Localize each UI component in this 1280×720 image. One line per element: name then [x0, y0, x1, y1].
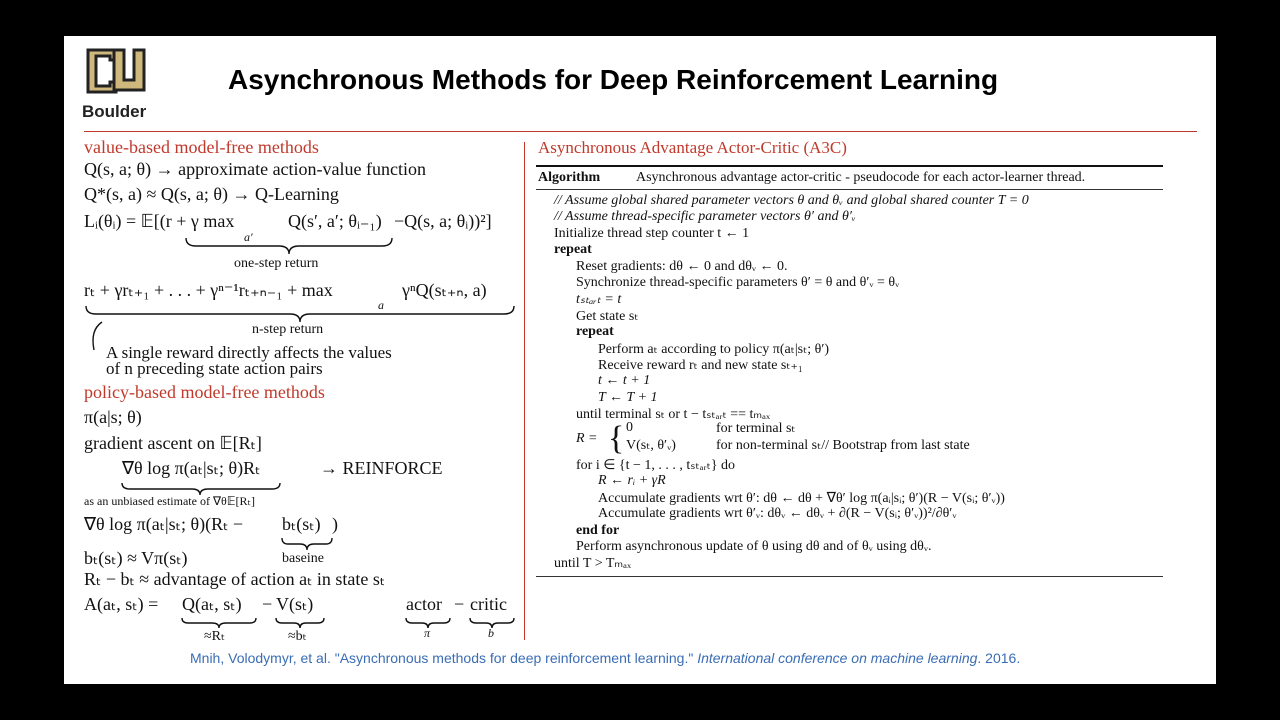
baseline-expr: ∇θ log π(aₜ|sₜ; θ)(Rₜ −	[84, 514, 244, 534]
slide	[64, 36, 1216, 684]
algorithm-line: Accumulate gradients wrt θ′ᵥ: dθᵥ ← dθᵥ + ∂(R − V(sᵢ; θ′ᵥ))²/∂θ′ᵥ	[598, 506, 957, 522]
note-line-2: of n preceding state action pairs	[106, 359, 323, 378]
algorithm-line: R ← rᵢ + γR	[598, 473, 666, 489]
loss-lhs: Lᵢ(θᵢ) = 𝔼[(r + γ max	[84, 211, 235, 231]
note-arrow	[88, 320, 108, 354]
case1-value: 0	[626, 420, 633, 435]
note-line-1: A single reward directly affects the values	[106, 343, 392, 362]
loss-max-sub: a′	[244, 230, 253, 244]
baseline-label: baseine	[282, 551, 324, 566]
reinforce-expr: ∇θ log π(aₜ|sₜ; θ)Rₜ	[122, 458, 261, 478]
logo-text: Boulder	[82, 102, 147, 121]
a3c-heading: Asynchronous Advantage Actor-Critic (A3C)	[538, 138, 847, 157]
citation-venue: International conference on machine learning	[697, 650, 978, 666]
case2-value: V(sₜ, θ′ᵥ)	[626, 438, 676, 453]
citation-authors: Mnih, Volodymyr, et al. "Asynchronous methods for deep reinforcement learning."	[190, 650, 694, 666]
q-learning-line: Q*(s, a) ≈ Q(s, a; θ) → Q-Learning	[84, 184, 339, 204]
algorithm-line: end for	[576, 522, 620, 538]
citation	[190, 650, 1020, 666]
critic-sub: b	[488, 626, 494, 640]
algorithm-line: T ← T + 1	[598, 389, 658, 405]
nstep-tail: γⁿQ(sₜ₊ₙ, a)	[402, 280, 487, 300]
algorithm-line: repeat	[554, 242, 592, 258]
baseline-close: )	[332, 514, 338, 534]
algorithm-line: Reset gradients: dθ ← 0 and dθᵥ ← 0.	[576, 258, 788, 274]
critic-label: critic	[470, 594, 507, 614]
loss-mid: Q(s′, a′; θᵢ₋₁)	[288, 211, 382, 231]
algorithm-title: Asynchronous advantage actor-critic - pseudocode for each actor-learner thread.	[636, 170, 1086, 185]
baseline-brace	[280, 536, 336, 552]
algorithm-line: Accumulate gradients wrt θ′: dθ ← dθ + ∇θ′ log π(aᵢ|sᵢ; θ′)(R − V(sᵢ; θ′ᵥ))	[598, 490, 1005, 506]
column-divider	[524, 142, 525, 640]
a-lhs: A(aₜ, sₜ) =	[84, 594, 159, 614]
nstep-max-sub: a	[378, 298, 384, 312]
algorithm-line: Synchronize thread-specific parameters θ′ = θ and θ′ᵥ = θᵥ	[576, 275, 900, 290]
case1-condition: for terminal sₜ	[716, 421, 796, 436]
cu-logo	[84, 44, 146, 102]
actor-sub: π	[424, 626, 431, 640]
algorithm-line: tₛₜₐᵣₜ = t	[576, 292, 622, 308]
algorithm-line: Perform asynchronous update of θ using dθ and of θᵥ using dθᵥ.	[576, 539, 932, 554]
b-approx-line: bₜ(sₜ) ≈ Vπ(sₜ)	[84, 548, 188, 568]
policy-line: π(a|s; θ)	[84, 407, 142, 427]
algorithm-line: t ← t + 1	[598, 373, 651, 389]
algorithm-line: // Assume global shared parameter vectors θ and θᵥ and global shared counter T = 0	[554, 193, 1029, 208]
slide-title: Asynchronous Methods for Deep Reinforcement Learning	[228, 64, 999, 95]
algorithm-line: R =	[576, 430, 598, 446]
q-approx-line: Q(s, a; θ) → approximate action-value function	[84, 159, 427, 179]
loss-rhs: −Q(s, a; θᵢ))²]	[394, 211, 492, 231]
actor-critic-minus: −	[454, 594, 465, 614]
alg-top-rule	[536, 165, 1163, 167]
algorithm-line: Get state sₜ	[576, 308, 639, 324]
algorithm-line: Receive reward rₜ and new state sₜ₊₁	[598, 358, 803, 373]
a-v: V(sₜ)	[276, 594, 314, 614]
a-minus: −	[262, 594, 273, 614]
value-based-heading: value-based model-free methods	[84, 137, 319, 157]
one-step-brace	[184, 236, 394, 256]
citation-year: . 2016.	[977, 650, 1021, 666]
unbiased-estimate: as an unbiased estimate of ∇θ𝔼[Rₜ]	[84, 494, 256, 508]
algorithm-line: for i ∈ {t − 1, . . . , tₛₜₐᵣₜ} do	[576, 458, 736, 473]
one-step-label: one-step return	[234, 256, 319, 271]
algorithm-label: Algorithm	[538, 170, 601, 185]
algorithm-line: until terminal sₜ or t − tₛₜₐᵣₜ == tₘₐₓ	[576, 407, 771, 423]
actor-label: actor	[406, 594, 442, 614]
algorithm-line: until T > Tₘₐₓ	[554, 556, 632, 572]
title-rule	[84, 131, 1197, 132]
alg-header-rule	[536, 189, 1163, 190]
policy-based-heading: policy-based model-free methods	[84, 382, 325, 402]
nstep-brace	[84, 304, 516, 324]
alg-bottom-rule	[536, 576, 1163, 577]
nstep-expr: rₜ + γrₜ₊₁ + . . . + γⁿ⁻¹rₜ₊ₙ₋₁ + max	[84, 280, 333, 300]
case2-condition: for non-terminal sₜ// Bootstrap from last state	[716, 438, 970, 453]
gradient-ascent-line: gradient ascent on 𝔼[Rₜ]	[84, 433, 262, 453]
nstep-label: n-step return	[252, 322, 324, 337]
baseline-term: bₜ(sₜ)	[282, 514, 321, 534]
advantage-line: Rₜ − bₜ ≈ advantage of action aₜ in state sₜ	[84, 569, 386, 589]
algorithm-line: Perform aₜ according to policy π(aₜ|sₜ; θ′)	[598, 341, 830, 357]
reinforce-label: → REINFORCE	[320, 458, 443, 478]
algorithm-line: repeat	[576, 324, 614, 340]
a-v-sub: ≈bₜ	[288, 629, 307, 644]
algorithm-line: Initialize thread step counter t ← 1	[554, 225, 750, 241]
algorithm-line: // Assume thread-specific parameter vectors θ′ and θ′ᵥ	[554, 209, 856, 225]
cases-brace: {	[608, 420, 625, 457]
a-q: Q(aₜ, sₜ)	[182, 594, 242, 614]
a-q-sub: ≈Rₜ	[204, 629, 226, 644]
